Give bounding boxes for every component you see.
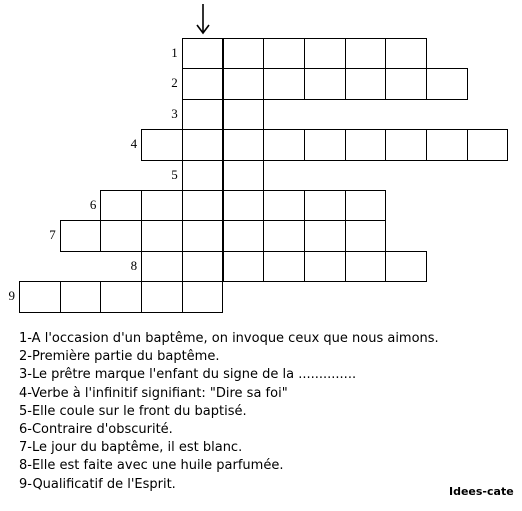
crossword-cell[interactable] <box>100 281 142 312</box>
row-number-5: 5 <box>171 166 178 182</box>
crossword-cell[interactable] <box>304 68 346 99</box>
row-number-3: 3 <box>171 105 178 121</box>
crossword-cell[interactable] <box>304 220 346 251</box>
crossword-cell[interactable] <box>304 190 346 221</box>
crossword-cell[interactable] <box>263 220 305 251</box>
clue-2: 2-Première partie du baptême. <box>19 349 220 365</box>
row-number-2: 2 <box>171 75 178 91</box>
clue-7: 7-Le jour du baptême, il est blanc. <box>19 440 243 456</box>
clue-8: 8-Elle est faite avec une huile parfumée. <box>19 458 284 474</box>
clue-list <box>19 330 439 494</box>
clue-5: 5-Elle coule sur le front du baptisé. <box>19 403 247 419</box>
clue-9: 9-Qualificatif de l'Esprit. <box>19 476 176 492</box>
crossword-cell[interactable] <box>263 129 305 160</box>
crossword-cell[interactable] <box>223 68 265 99</box>
crossword-cell[interactable] <box>182 190 224 221</box>
crossword-cell[interactable] <box>426 68 468 99</box>
crossword-cell[interactable] <box>182 99 224 130</box>
crossword-cell[interactable] <box>223 251 265 282</box>
crossword-cell[interactable] <box>385 68 427 99</box>
crossword-cell[interactable] <box>141 281 183 312</box>
crossword-cell[interactable] <box>223 38 265 69</box>
crossword-cell[interactable] <box>100 220 142 251</box>
row-number-9: 9 <box>8 288 15 304</box>
crossword-cell[interactable] <box>223 220 265 251</box>
crossword-cell[interactable] <box>263 38 305 69</box>
crossword-cell[interactable] <box>467 129 509 160</box>
crossword-cell[interactable] <box>100 190 142 221</box>
crossword-cell[interactable] <box>263 68 305 99</box>
crossword-cell[interactable] <box>345 129 387 160</box>
crossword-cell[interactable] <box>345 190 387 221</box>
crossword-cell[interactable] <box>223 190 265 221</box>
crossword-cell[interactable] <box>141 220 183 251</box>
row-number-1: 1 <box>171 45 178 60</box>
crossword-cell[interactable] <box>223 129 265 160</box>
crossword-cell[interactable] <box>304 38 346 69</box>
crossword-cell[interactable] <box>182 281 224 312</box>
crossword-cell[interactable] <box>426 129 468 160</box>
crossword-cell[interactable] <box>182 68 224 99</box>
crossword-cell[interactable] <box>182 251 224 282</box>
crossword-cell[interactable] <box>141 251 183 282</box>
row-number-6: 6 <box>89 197 97 212</box>
crossword-cell[interactable] <box>385 38 427 69</box>
crossword-cell[interactable] <box>345 220 387 251</box>
crossword-cell[interactable] <box>345 68 387 99</box>
crossword-cell[interactable] <box>385 129 427 160</box>
crossword-cell[interactable] <box>60 281 102 312</box>
clue-3: 3-Le prêtre marque l'enfant du signe de la .............. <box>19 367 357 383</box>
crossword-cell[interactable] <box>141 190 183 221</box>
down-arrow-icon <box>195 3 211 40</box>
crossword-cell[interactable] <box>182 160 224 191</box>
clue-6: 6-Contraire d'obscurité. <box>19 421 173 437</box>
crossword-cell[interactable] <box>182 38 224 69</box>
credit-label: Idees-cate <box>449 485 514 498</box>
row-number-4: 4 <box>130 136 138 152</box>
crossword-cell[interactable] <box>19 281 61 312</box>
crossword-cell[interactable] <box>345 251 387 282</box>
row-number-8: 8 <box>130 257 138 273</box>
crossword-cell[interactable] <box>182 129 224 160</box>
crossword-cell[interactable] <box>304 251 346 282</box>
clue-4: 4-Verbe à l'infinitif signifiant: "Dire sa foi" <box>19 385 288 401</box>
crossword-cell[interactable] <box>223 99 265 130</box>
row-number-7: 7 <box>49 227 56 243</box>
crossword-cell[interactable] <box>141 129 183 160</box>
crossword-cell[interactable] <box>182 220 224 251</box>
crossword-cell[interactable] <box>60 220 102 251</box>
crossword-cell[interactable] <box>345 38 387 69</box>
crossword-cell[interactable] <box>223 160 265 191</box>
crossword-cell[interactable] <box>304 129 346 160</box>
clue-1: 1-A l'occasion d'un baptême, on invoque ceux que nous aimons. <box>19 331 439 346</box>
crossword-cell[interactable] <box>263 190 305 221</box>
crossword-cell[interactable] <box>263 251 305 282</box>
crossword-cell[interactable] <box>385 251 427 282</box>
